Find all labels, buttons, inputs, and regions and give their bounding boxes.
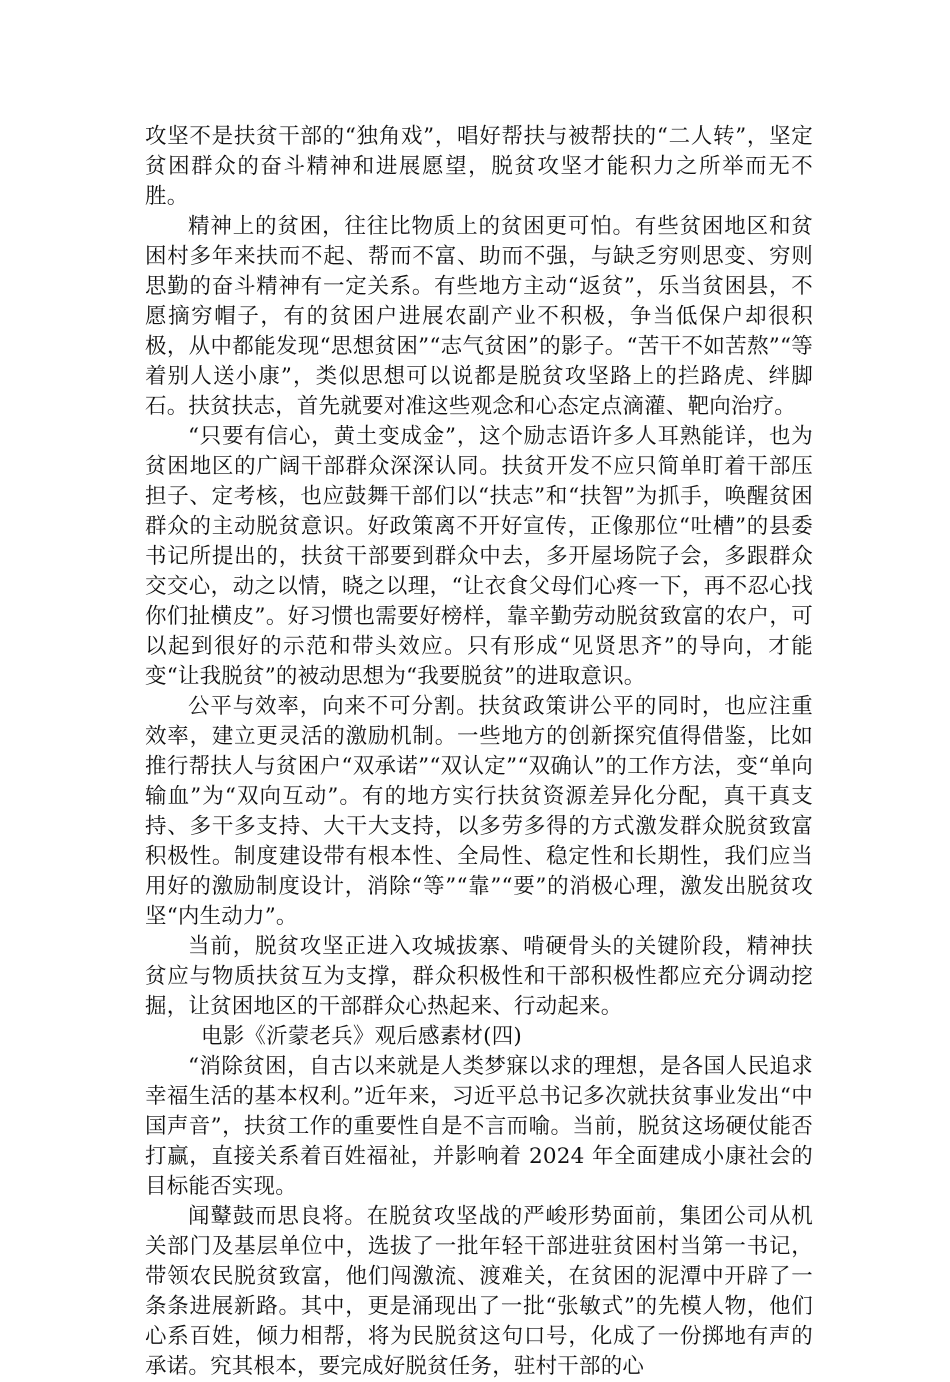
section-heading: 电影《沂蒙老兵》观后感素材(四) [201,1024,522,1049]
paragraph: 当前，脱贫攻坚正进入攻城拔寨、啃硬骨头的关键阶段，精神扶贫应与物质扶贫互为支撑，群众积极性和干部积极性都应充分调动挖掘，让贫困地区的干部群众心热起来、行动起来。 [145,934,813,1019]
paragraph: 闻鼙鼓而思良将。在脱贫攻坚战的严峻形势面前，集团公司从机关部门及基层单位中，选拔了一批年轻干部进驻贫困村当第一书记，带领农民脱贫致富，他们闯激流、渡难关，在贫困的泥潭中开辟了一条条进展新路。其中，更是涌现出了一批“张敏式”的先模人物，他们心系百姓，倾力相帮，将为民脱贫这句口号，化成了一份掷地有声的承诺。究其根本，要完成好脱贫任务，驻村干部的心 [145,1204,813,1379]
paragraph: 精神上的贫困，往往比物质上的贫困更可怕。有些贫困地区和贫困村多年来扶而不起、帮而不富、助而不强，与缺乏穷则思变、穷则思勤的奋斗精神有一定关系。有些地方主动“返贫”，乐当贫困县，不愿摘穷帽子，有的贫困户进展农副产业不积极，争当低保户却很积极，从中都能发现“思想贫困”“志气贫困”的影子。“苦干不如苦熬”“等着别人送小康”，类似思想可以说都是脱贫攻坚路上的拦路虎、绊脚石。扶贫扶志，首先就要对准这些观念和心态定点滴灌、靶向治疗。 [145,214,813,419]
paragraph: 公平与效率，向来不可分割。扶贫政策讲公平的同时，也应注重效率，建立更灵活的激励机制。一些地方的创新探究值得借鉴，比如推行帮扶人与贫困户“双承诺”“双认定”“双确认”的工作方法，变“单向输血”为“双向互动”。有的地方实行扶贫资源差异化分配，真干真支持、多干多支持、大干大支持，以多劳多得的方式激发群众脱贫致富积极性。制度建设带有根本性、全局性、稳定性和长期性，我们应当用好的激励制度设计，消除“等”“靠”“要”的消极心理，激发出脱贫攻坚“内生动力”。 [145,694,813,929]
paragraph-continued: 攻坚不是扶贫干部的“独角戏”，唱好帮扶与被帮扶的“二人转”，坚定贫困群众的奋斗精神和进展愿望，脱贫攻坚才能积力之所举而无不胜。 [145,124,813,209]
document-body [145,122,813,1382]
paragraph: “只要有信心，黄土变成金”，这个励志语许多人耳熟能详，也为贫困地区的广阔干部群众深深认同。扶贫开发不应只简单盯着干部压担子、定考核，也应鼓舞干部们以“扶志”和“扶智”为抓手，唤醒贫困群众的主动脱贫意识。好政策离不开好宣传，正像那位“吐槽”的县委书记所提出的，扶贫干部要到群众中去，多开屋场院子会，多跟群众交交心，动之以情，晓之以理，“让衣食父母们心疼一下，再不忍心找你们扯横皮”。好习惯也需要好榜样，靠辛勤劳动脱贫致富的农户，可以起到很好的示范和带头效应。只有形成“见贤思齐”的导向，才能变“让我脱贫”的被动思想为“我要脱贫”的进取意识。 [145,424,813,689]
paragraph: “消除贫困，自古以来就是人类梦寐以求的理想，是各国人民追求幸福生活的基本权利。”近年来，习近平总书记多次就扶贫事业发出“中国声音”，扶贫工作的重要性自是不言而喻。当前，脱贫这场硬仗能否打赢，直接关系着百姓福祉，并影响着 2024 年全面建成小康社会的目标能否实现。 [145,1054,813,1199]
